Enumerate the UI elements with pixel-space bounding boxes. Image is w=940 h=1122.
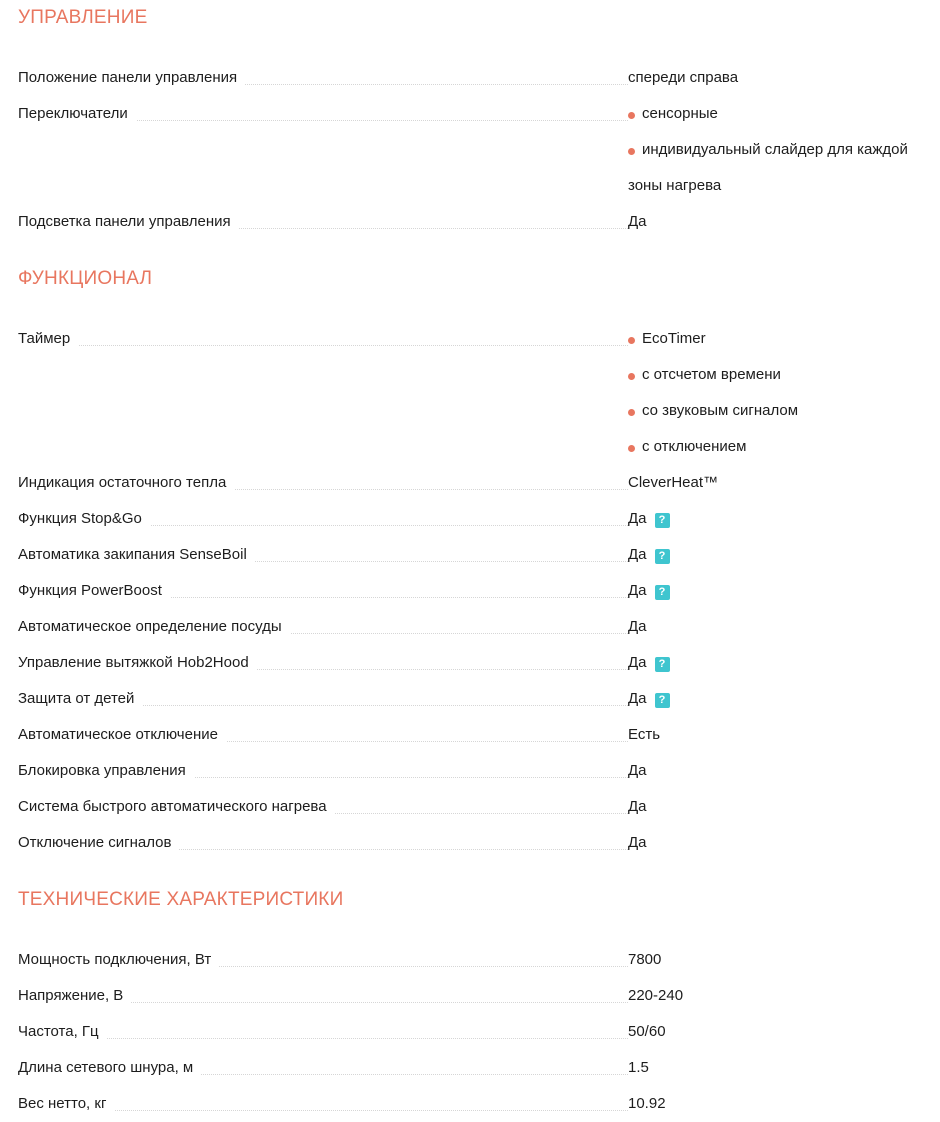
spec-value xyxy=(628,717,938,753)
spec-label-cell xyxy=(18,978,628,1014)
spec-value xyxy=(628,942,938,978)
spec-value xyxy=(628,429,938,465)
spec-value-cell xyxy=(628,753,938,789)
spec-value-cell xyxy=(628,645,938,681)
spec-label-cell xyxy=(18,717,628,753)
spec-value-text: с отсчетом времени xyxy=(642,366,781,383)
spec-value-text: Да xyxy=(628,690,647,707)
section-title: ФУНКЦИОНАЛ xyxy=(18,268,153,289)
spec-label: Положение панели управления xyxy=(18,60,245,96)
spec-label: Напряжение, В xyxy=(18,978,131,1014)
spec-label: Автоматическое определение посуды xyxy=(18,609,290,645)
spec-value-text: Есть xyxy=(628,726,661,743)
spec-value-text: Да xyxy=(628,582,647,599)
spec-value xyxy=(628,573,938,609)
spec-row xyxy=(18,645,938,681)
spec-row xyxy=(18,1014,938,1050)
spec-value xyxy=(628,1014,938,1050)
spec-label: Система быстрого автоматического нагрева xyxy=(18,789,335,825)
spec-label: Длина сетевого шнура, м xyxy=(18,1050,201,1086)
spec-row xyxy=(18,96,938,204)
spec-value-cell xyxy=(628,717,938,753)
spec-value-cell xyxy=(628,96,938,204)
spec-row xyxy=(18,465,938,501)
spec-value xyxy=(628,825,938,861)
spec-value xyxy=(628,753,938,789)
spec-row xyxy=(18,573,938,609)
spec-value xyxy=(628,978,938,1014)
spec-label-cell xyxy=(18,825,628,861)
spec-value-cell xyxy=(628,825,938,861)
spec-row xyxy=(18,717,938,753)
spec-label: Автоматика закипания SenseBoil xyxy=(18,537,255,573)
spec-row xyxy=(18,609,938,645)
spec-label-cell xyxy=(18,1014,628,1050)
spec-value xyxy=(628,1050,938,1086)
spec-row xyxy=(18,942,938,978)
spec-value xyxy=(628,168,938,204)
spec-list xyxy=(18,60,938,240)
spec-label: Индикация остаточного тепла xyxy=(18,465,234,501)
spec-value-cell xyxy=(628,1050,938,1086)
spec-value xyxy=(628,96,938,132)
spec-value-cell xyxy=(628,60,938,96)
spec-value-text: Да xyxy=(628,510,647,527)
spec-row xyxy=(18,753,938,789)
spec-value-text: со звуковым сигналом xyxy=(642,402,799,419)
spec-label: Переключатели xyxy=(18,96,136,132)
spec-row xyxy=(18,1050,938,1086)
spec-value-text: 50/60 xyxy=(628,1023,666,1040)
spec-value-cell xyxy=(628,465,938,501)
spec-value-text: с отключением xyxy=(642,438,747,455)
help-icon[interactable]: ? xyxy=(655,693,670,708)
spec-value-cell xyxy=(628,978,938,1014)
spec-value-cell xyxy=(628,1086,938,1122)
spec-label-cell xyxy=(18,537,628,573)
spec-value-text: Да xyxy=(628,834,647,851)
spec-label-cell xyxy=(18,942,628,978)
spec-value xyxy=(628,501,938,537)
spec-value-text: Да xyxy=(628,762,647,779)
spec-label-cell xyxy=(18,60,628,96)
spec-row xyxy=(18,681,938,717)
spec-label: Блокировка управления xyxy=(18,753,194,789)
spec-value xyxy=(628,681,938,717)
spec-value-cell xyxy=(628,204,938,240)
spec-value-cell xyxy=(628,537,938,573)
spec-value-text: Да xyxy=(628,654,647,671)
spec-label: Управление вытяжкой Hob2Hood xyxy=(18,645,257,681)
spec-value-cell xyxy=(628,681,938,717)
spec-value xyxy=(628,393,938,429)
spec-value xyxy=(628,321,938,357)
spec-value-text: сенсорные xyxy=(642,105,718,122)
spec-label: Защита от детей xyxy=(18,681,142,717)
spec-list xyxy=(18,942,938,1122)
spec-value-text: Да xyxy=(628,213,647,230)
help-icon[interactable]: ? xyxy=(655,549,670,564)
spec-label-cell xyxy=(18,789,628,825)
spec-row xyxy=(18,1086,938,1122)
spec-row xyxy=(18,60,938,96)
help-icon[interactable]: ? xyxy=(655,513,670,528)
spec-value-cell xyxy=(628,1014,938,1050)
spec-label: Автоматическое отключение xyxy=(18,717,226,753)
spec-value-text: спереди справа xyxy=(628,69,739,86)
spec-value-text: EcoTimer xyxy=(642,330,706,347)
spec-value xyxy=(628,789,938,825)
help-icon[interactable]: ? xyxy=(655,657,670,672)
spec-row xyxy=(18,501,938,537)
spec-list xyxy=(18,321,938,861)
spec-label-cell xyxy=(18,321,628,357)
spec-value-cell xyxy=(628,789,938,825)
spec-label-cell xyxy=(18,573,628,609)
spec-value xyxy=(628,132,938,168)
spec-value-text: 10.92 xyxy=(628,1095,666,1112)
spec-label-cell xyxy=(18,204,628,240)
spec-value-text: 1.5 xyxy=(628,1059,649,1076)
spec-value xyxy=(628,645,938,681)
bullet-dot-icon xyxy=(628,148,635,155)
section-title: ТЕХНИЧЕСКИЕ ХАРАКТЕРИСТИКИ xyxy=(18,889,344,910)
spec-label-cell xyxy=(18,1050,628,1086)
bullet-dot-icon xyxy=(628,112,635,119)
spec-row xyxy=(18,825,938,861)
spec-value-text: 7800 xyxy=(628,951,662,968)
spec-label-cell xyxy=(18,645,628,681)
spec-value-cell xyxy=(628,573,938,609)
spec-label: Таймер xyxy=(18,321,78,357)
spec-value-cell xyxy=(628,942,938,978)
spec-label: Частота, Гц xyxy=(18,1014,107,1050)
spec-label-cell xyxy=(18,681,628,717)
dotted-leader xyxy=(18,345,628,346)
section-specs xyxy=(18,888,938,1122)
spec-value xyxy=(628,537,938,573)
spec-value-text: индивидуальный слайдер для каждой xyxy=(642,141,908,158)
spec-value xyxy=(628,1086,938,1122)
spec-label-cell xyxy=(18,501,628,537)
spec-label-cell xyxy=(18,753,628,789)
spec-value xyxy=(628,60,938,96)
spec-label: Подсветка панели управления xyxy=(18,204,239,240)
section-functions xyxy=(18,267,938,861)
spec-value-cell xyxy=(628,321,938,465)
spec-label-cell xyxy=(18,96,628,132)
spec-value-text: Да xyxy=(628,618,647,635)
spec-label: Функция PowerBoost xyxy=(18,573,170,609)
spec-value-cell xyxy=(628,609,938,645)
spec-row xyxy=(18,204,938,240)
spec-label: Мощность подключения, Вт xyxy=(18,942,219,978)
spec-row xyxy=(18,321,938,465)
bullet-dot-icon xyxy=(628,373,635,380)
spec-row xyxy=(18,978,938,1014)
bullet-dot-icon xyxy=(628,337,635,344)
dotted-leader xyxy=(18,1038,628,1039)
spec-label: Вес нетто, кг xyxy=(18,1086,114,1122)
spec-label: Отключение сигналов xyxy=(18,825,179,861)
spec-value-text: Да xyxy=(628,798,647,815)
spec-value xyxy=(628,204,938,240)
spec-value xyxy=(628,465,938,501)
spec-label-cell xyxy=(18,609,628,645)
spec-value-text: зоны нагрева xyxy=(628,177,722,194)
spec-row xyxy=(18,537,938,573)
spec-label-cell xyxy=(18,465,628,501)
spec-value-text: CleverHeat™ xyxy=(628,474,719,491)
spec-row xyxy=(18,789,938,825)
spec-label: Функция Stop&Go xyxy=(18,501,150,537)
section-controls xyxy=(18,6,938,240)
spec-value xyxy=(628,357,938,393)
spec-value xyxy=(628,609,938,645)
spec-value-text: 220-240 xyxy=(628,987,684,1004)
help-icon[interactable]: ? xyxy=(655,585,670,600)
spec-value-cell xyxy=(628,501,938,537)
bullet-dot-icon xyxy=(628,409,635,416)
section-title: УПРАВЛЕНИЕ xyxy=(18,7,148,28)
spec-value-text: Да xyxy=(628,546,647,563)
bullet-dot-icon xyxy=(628,445,635,452)
spec-label-cell xyxy=(18,1086,628,1122)
